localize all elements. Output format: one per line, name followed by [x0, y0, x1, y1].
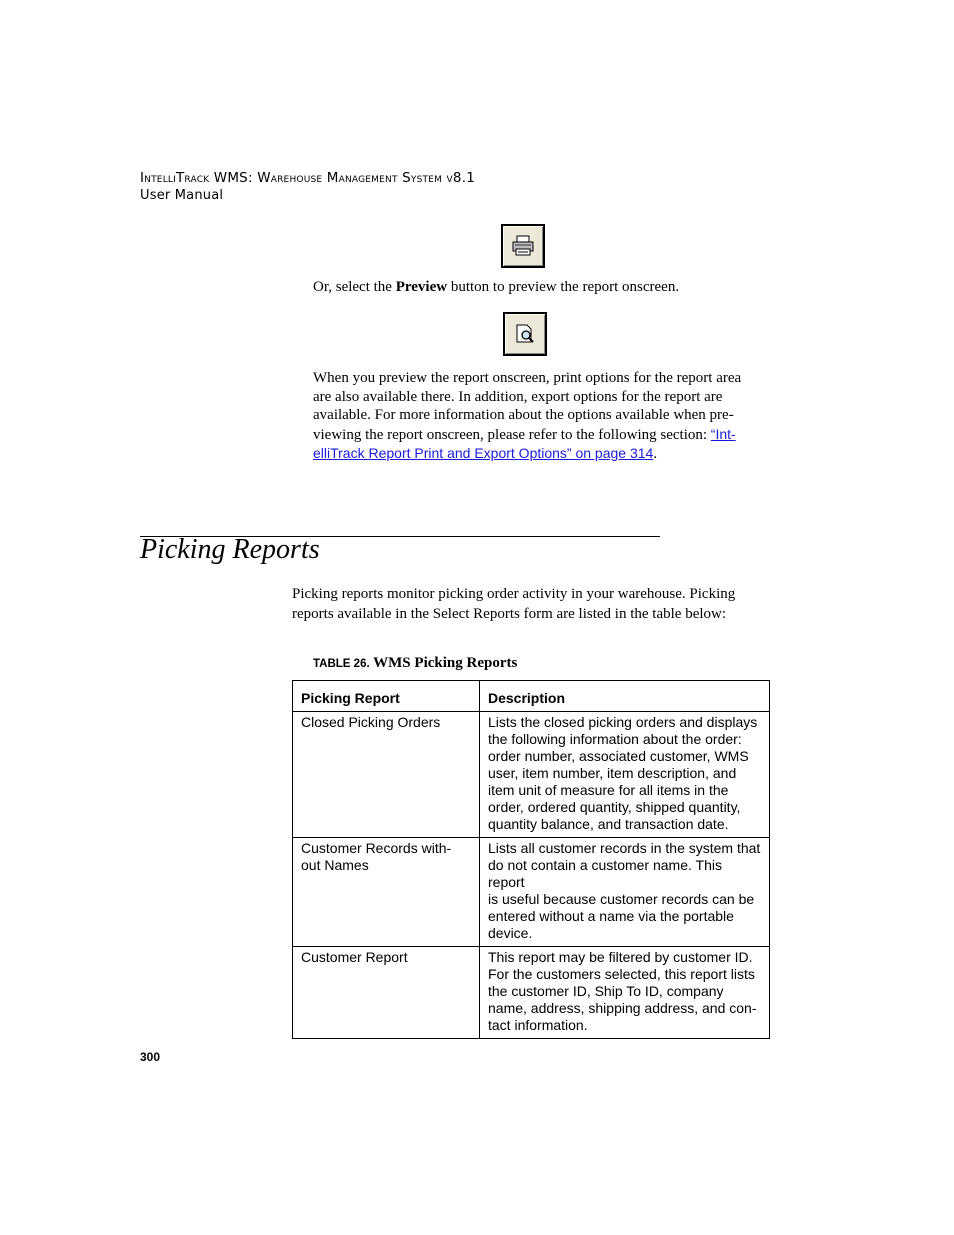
report-description-cell: This report may be filtered by customer ID. For the customers selected, this report lists the customer ID, Ship To ID, company name, address, shipping address, and con- tact information. [480, 947, 770, 1039]
table-row [293, 947, 770, 1039]
section-intro: Picking reports monitor picking order activity in your warehouse. Picking reports available in the Select Reports form are listed in the table below: [292, 586, 736, 622]
header-subtitle: User Manual [140, 188, 224, 203]
table-row [293, 712, 770, 838]
section-heading: Picking Reports [140, 534, 320, 565]
preview-instruction [313, 278, 773, 297]
preview-button-image [503, 312, 547, 356]
report-description-cell: Lists all customer records in the system that do not contain a customer name. This report is useful because customer records can be entered without a name via the portable device. [480, 838, 770, 947]
preview-info-after: . [653, 446, 658, 462]
table-caption-title: WMS Picking Reports [369, 655, 518, 671]
table-caption-label: TABLE 26. [313, 658, 370, 670]
preview-info-text: When you preview the report onscreen, print options for the report area are also available there. In addition, export options for the report are available. For more information about the options available when pre-viewing the report onscreen, please refer to the following section: [313, 370, 742, 443]
header-title: IntelliTrack WMS: Warehouse Management System v8.1 [140, 170, 475, 186]
preview-text-before: Or, select the [313, 279, 396, 295]
preview-text-bold: Preview [395, 279, 448, 295]
table-row [293, 838, 770, 947]
picking-reports-table [292, 680, 770, 1039]
page-number: 300 [140, 1050, 161, 1064]
report-description-cell: Lists the closed picking orders and displays the following information about the order: order number, associated customer, WMS user, item number, item description, and item unit of measure for all items in the order, ordered quantity, shipped quantity, quantity balance, and transaction date. [480, 712, 770, 838]
table-caption [313, 655, 517, 672]
column-header-report: Picking Report [293, 681, 480, 712]
preview-info-paragraph [313, 369, 758, 464]
printer-icon [511, 235, 535, 257]
running-header [140, 170, 475, 204]
report-name-cell: Customer Report [293, 947, 480, 1039]
preview-text-after: button to preview the report onscreen. [447, 279, 680, 295]
report-name-cell: Customer Records with- out Names [293, 838, 480, 947]
report-name-cell: Closed Picking Orders [293, 712, 480, 838]
print-button-image [501, 224, 545, 268]
cross-reference-link[interactable]: “Int-elliTrack Report Print and Export Options” on page 314 [313, 425, 736, 461]
table-header-row [293, 681, 770, 712]
preview-magnifier-icon [514, 323, 536, 345]
column-header-description: Description [480, 681, 770, 712]
